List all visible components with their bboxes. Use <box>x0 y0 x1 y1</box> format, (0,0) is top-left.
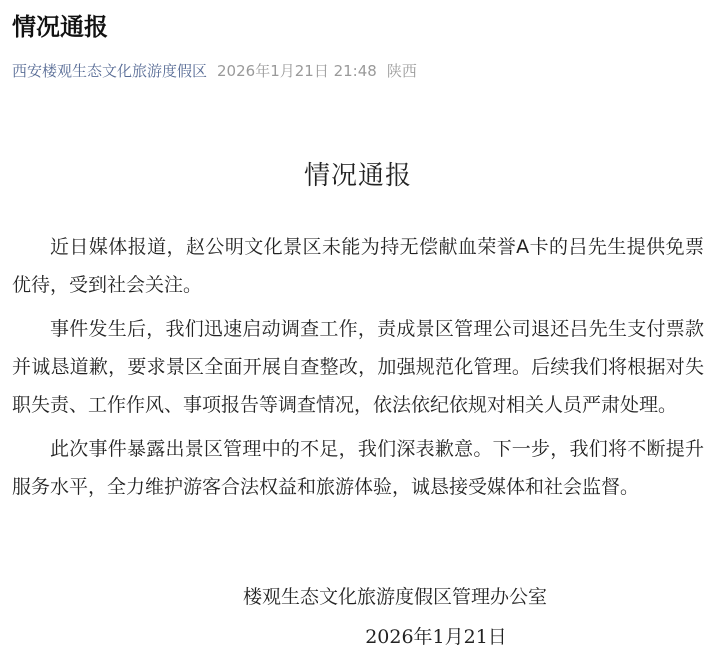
signature-date: 2026年1月21日 <box>365 626 507 648</box>
publish-region: 陕西 <box>386 62 417 80</box>
article-meta <box>12 60 417 82</box>
account-name-link[interactable]: 西安楼观生态文化旅游度假区 <box>12 62 208 80</box>
notice-heading: 情况通报 <box>303 161 412 191</box>
notice-body <box>12 228 704 512</box>
body-paragraph: 近日媒体报道，赵公明文化景区未能为持无偿献血荣誉A卡的吕先生提供免票优待，受到社会关注。 <box>12 236 704 296</box>
body-paragraph: 此次事件暴露出景区管理中的不足，我们深表歉意。下一步，我们将不断提升服务水平，全力维护游客合法权益和旅游体验，诚恳接受媒体和社会监督。 <box>12 438 704 498</box>
publish-time: 2026年1月21日 21:48 <box>217 62 377 80</box>
signature-organization: 楼观生态文化旅游度假区管理办公室 <box>242 586 547 608</box>
article-title: 情况通报 <box>12 13 108 41</box>
body-paragraph: 事件发生后，我们迅速启动调查工作，责成景区管理公司退还吕先生支付票款并诚恳道歉，要求景区全面开展自查整改，加强规范化管理。后续我们将根据对失职失责、工作作风、事项报告等调查情况，依法依纪依规对相关人员严肃处理。 <box>12 318 704 416</box>
